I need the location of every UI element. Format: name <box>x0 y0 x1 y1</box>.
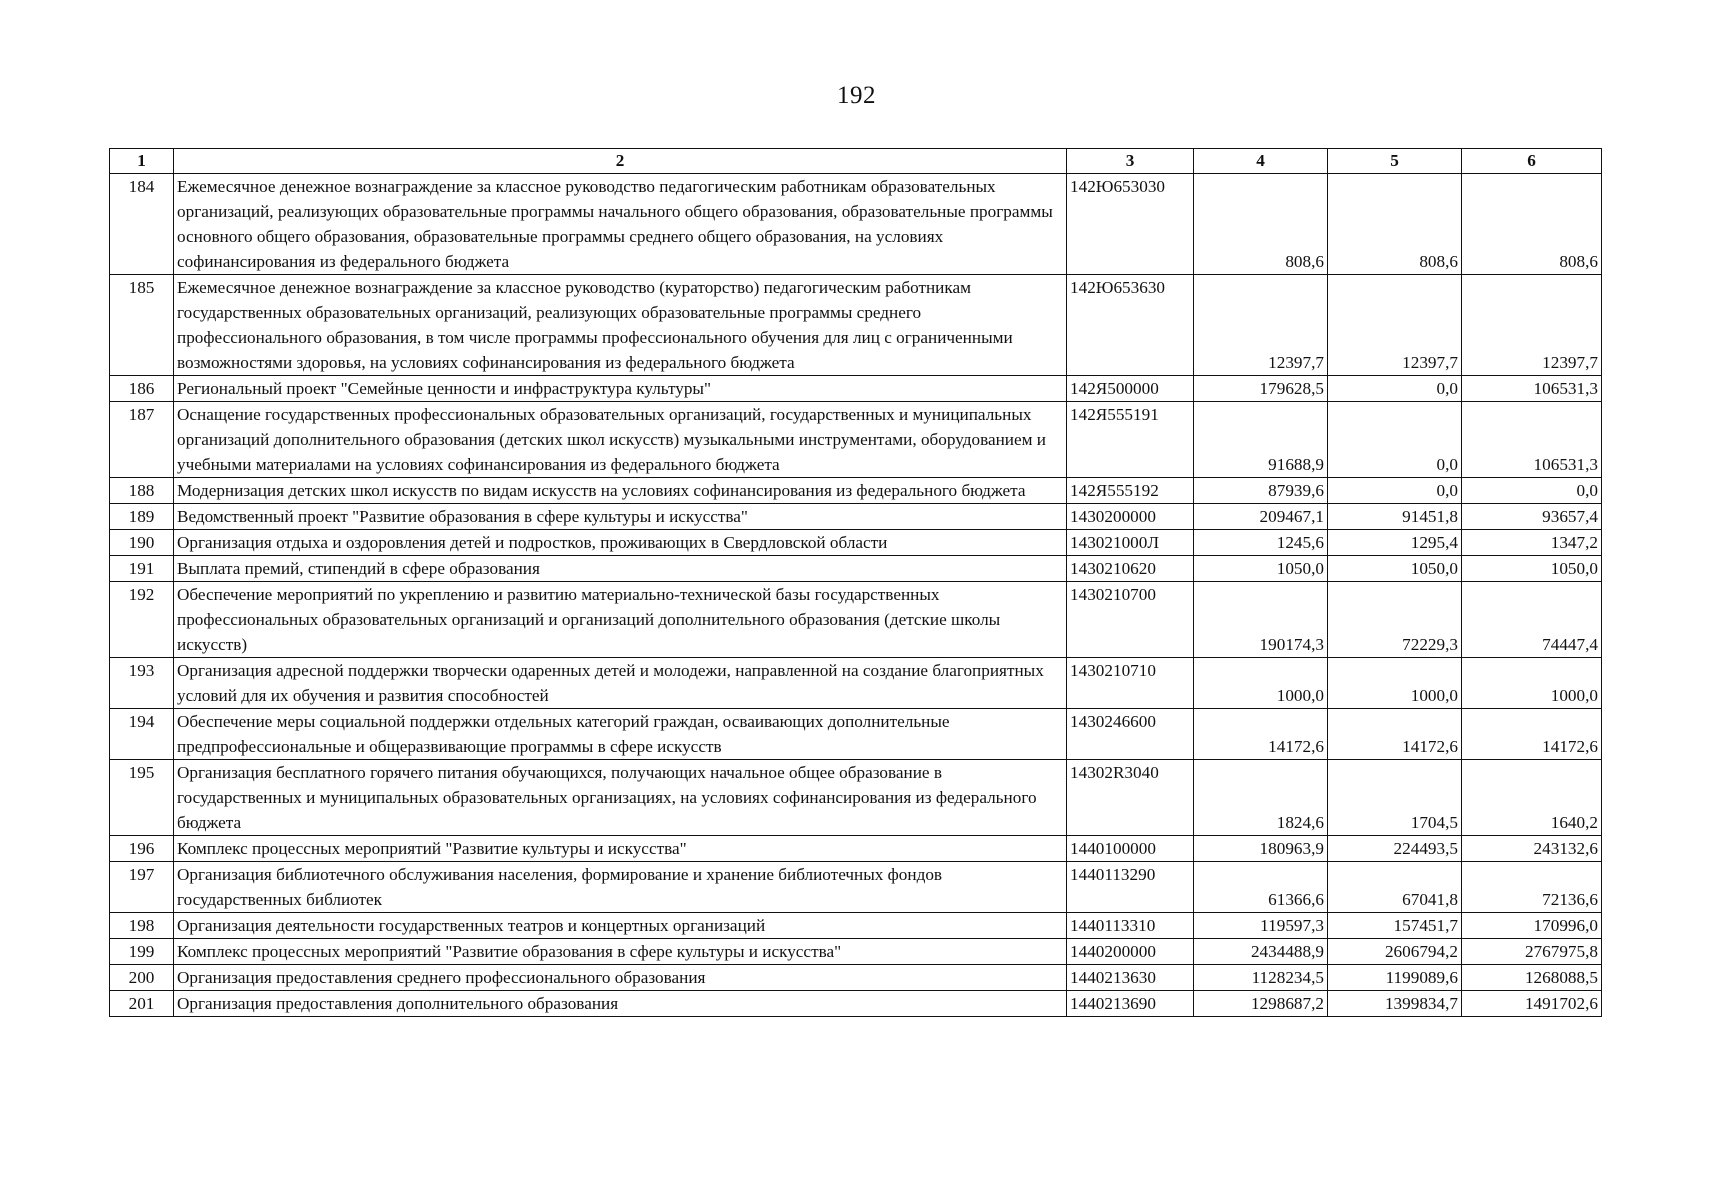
row-value-col4: 119597,3 <box>1194 913 1328 939</box>
row-value-col6: 106531,3 <box>1462 376 1602 402</box>
row-value-col6: 170996,0 <box>1462 913 1602 939</box>
table-row <box>110 556 1602 582</box>
row-number: 192 <box>110 582 174 658</box>
row-value-col6: 1347,2 <box>1462 530 1602 556</box>
row-value-col5: 14172,6 <box>1328 709 1462 760</box>
row-number: 197 <box>110 862 174 913</box>
table-row <box>110 709 1602 760</box>
column-header-2: 2 <box>174 149 1067 174</box>
row-value-col4: 808,6 <box>1194 174 1328 275</box>
row-value-col4: 209467,1 <box>1194 504 1328 530</box>
row-value-col5: 1199089,6 <box>1328 965 1462 991</box>
table-row <box>110 275 1602 376</box>
row-code: 1440113290 <box>1067 862 1194 913</box>
row-number: 199 <box>110 939 174 965</box>
row-description: Региональный проект "Семейные ценности и инфраструктура культуры" <box>174 376 1067 402</box>
column-header-6: 6 <box>1462 149 1602 174</box>
row-code: 1440213630 <box>1067 965 1194 991</box>
row-value-col6: 0,0 <box>1462 478 1602 504</box>
column-header-1: 1 <box>110 149 174 174</box>
row-number: 190 <box>110 530 174 556</box>
header-row <box>110 149 1602 174</box>
row-description: Ведомственный проект "Развитие образования в сфере культуры и искусства" <box>174 504 1067 530</box>
row-value-col4: 1050,0 <box>1194 556 1328 582</box>
row-value-col6: 243132,6 <box>1462 836 1602 862</box>
row-description: Организация предоставления дополнительного образования <box>174 991 1067 1017</box>
row-value-col5: 224493,5 <box>1328 836 1462 862</box>
row-number: 189 <box>110 504 174 530</box>
row-value-col4: 1128234,5 <box>1194 965 1328 991</box>
table-header <box>110 149 1602 174</box>
column-header-3: 3 <box>1067 149 1194 174</box>
row-number: 201 <box>110 991 174 1017</box>
table-row <box>110 862 1602 913</box>
row-code: 143021000Л <box>1067 530 1194 556</box>
row-code: 142Я555191 <box>1067 402 1194 478</box>
table-row <box>110 836 1602 862</box>
row-value-col6: 1050,0 <box>1462 556 1602 582</box>
row-value-col5: 72229,3 <box>1328 582 1462 658</box>
row-value-col5: 67041,8 <box>1328 862 1462 913</box>
row-number: 198 <box>110 913 174 939</box>
row-value-col5: 1704,5 <box>1328 760 1462 836</box>
row-value-col4: 179628,5 <box>1194 376 1328 402</box>
row-number: 188 <box>110 478 174 504</box>
row-description: Организация предоставления среднего профессионального образования <box>174 965 1067 991</box>
row-value-col5: 808,6 <box>1328 174 1462 275</box>
table-row <box>110 658 1602 709</box>
row-value-col4: 1298687,2 <box>1194 991 1328 1017</box>
row-value-col6: 93657,4 <box>1462 504 1602 530</box>
row-description: Организация бесплатного горячего питания обучающихся, получающих начальное общее образование в государственных и муниципальных образовательных организациях, на условиях софинансирования из федерального бюджета <box>174 760 1067 836</box>
row-number: 196 <box>110 836 174 862</box>
row-code: 1440213690 <box>1067 991 1194 1017</box>
row-value-col6: 14172,6 <box>1462 709 1602 760</box>
row-value-col4: 91688,9 <box>1194 402 1328 478</box>
row-number: 193 <box>110 658 174 709</box>
table-body <box>110 174 1602 1017</box>
row-number: 186 <box>110 376 174 402</box>
row-code: 1430210700 <box>1067 582 1194 658</box>
table-row <box>110 582 1602 658</box>
row-value-col4: 87939,6 <box>1194 478 1328 504</box>
table-row <box>110 504 1602 530</box>
row-code: 142Я555192 <box>1067 478 1194 504</box>
budget-table <box>109 148 1602 1017</box>
row-value-col4: 1824,6 <box>1194 760 1328 836</box>
table-row <box>110 939 1602 965</box>
column-header-5: 5 <box>1328 149 1462 174</box>
table-row <box>110 760 1602 836</box>
row-value-col6: 72136,6 <box>1462 862 1602 913</box>
row-value-col6: 2767975,8 <box>1462 939 1602 965</box>
row-value-col5: 91451,8 <box>1328 504 1462 530</box>
table-row <box>110 376 1602 402</box>
row-code: 1440100000 <box>1067 836 1194 862</box>
row-number: 194 <box>110 709 174 760</box>
row-value-col4: 190174,3 <box>1194 582 1328 658</box>
table-row <box>110 913 1602 939</box>
row-value-col4: 61366,6 <box>1194 862 1328 913</box>
row-value-col6: 1640,2 <box>1462 760 1602 836</box>
row-value-col5: 0,0 <box>1328 478 1462 504</box>
row-code: 1430200000 <box>1067 504 1194 530</box>
row-value-col5: 0,0 <box>1328 376 1462 402</box>
row-value-col5: 1000,0 <box>1328 658 1462 709</box>
row-value-col4: 1245,6 <box>1194 530 1328 556</box>
table-row <box>110 965 1602 991</box>
table-row <box>110 530 1602 556</box>
row-code: 1430210710 <box>1067 658 1194 709</box>
row-value-col5: 1295,4 <box>1328 530 1462 556</box>
row-description: Ежемесячное денежное вознаграждение за классное руководство (кураторство) педагогическим работникам государственных образовательных организаций, реализующих образовательные программы среднего профессионального образования, в том числе программы профессионального обучения для лиц с ограниченными возможностями здоровья, на условиях софинансирования из федерального бюджета <box>174 275 1067 376</box>
row-description: Комплекс процессных мероприятий "Развитие культуры и искусства" <box>174 836 1067 862</box>
column-header-4: 4 <box>1194 149 1328 174</box>
row-code: 142Ю653030 <box>1067 174 1194 275</box>
row-code: 142Я500000 <box>1067 376 1194 402</box>
row-value-col4: 1000,0 <box>1194 658 1328 709</box>
row-value-col4: 2434488,9 <box>1194 939 1328 965</box>
row-value-col5: 157451,7 <box>1328 913 1462 939</box>
row-description: Оснащение государственных профессиональных образовательных организаций, государственных и муниципальных организаций дополнительного образования (детских школ искусств) музыкальными инструментами, оборудованием и учебными материалами на условиях софинансирования из федерального бюджета <box>174 402 1067 478</box>
row-value-col5: 0,0 <box>1328 402 1462 478</box>
row-value-col5: 1050,0 <box>1328 556 1462 582</box>
row-description: Комплекс процессных мероприятий "Развитие образования в сфере культуры и искусства" <box>174 939 1067 965</box>
row-number: 185 <box>110 275 174 376</box>
row-value-col5: 1399834,7 <box>1328 991 1462 1017</box>
row-value-col4: 12397,7 <box>1194 275 1328 376</box>
table-row <box>110 991 1602 1017</box>
row-value-col4: 14172,6 <box>1194 709 1328 760</box>
row-description: Обеспечение мероприятий по укреплению и развитию материально-технической базы государственных профессиональных образовательных организаций и организаций дополнительного образования (детские школы искусств) <box>174 582 1067 658</box>
row-value-col6: 1491702,6 <box>1462 991 1602 1017</box>
row-number: 187 <box>110 402 174 478</box>
row-description: Модернизация детских школ искусств по видам искусств на условиях софинансирования из федерального бюджета <box>174 478 1067 504</box>
row-value-col6: 74447,4 <box>1462 582 1602 658</box>
row-number: 200 <box>110 965 174 991</box>
row-number: 184 <box>110 174 174 275</box>
row-code: 1440113310 <box>1067 913 1194 939</box>
row-description: Ежемесячное денежное вознаграждение за классное руководство педагогическим работникам образовательных организаций, реализующих образовательные программы начального общего образования, образовательные программы основного общего образования, образовательные программы среднего общего образования, на условиях софинансирования из федерального бюджета <box>174 174 1067 275</box>
row-description: Выплата премий, стипендий в сфере образования <box>174 556 1067 582</box>
row-description: Организация библиотечного обслуживания населения, формирование и хранение библиотечных фондов государственных библиотек <box>174 862 1067 913</box>
row-value-col5: 2606794,2 <box>1328 939 1462 965</box>
row-description: Организация деятельности государственных театров и концертных организаций <box>174 913 1067 939</box>
table-row <box>110 478 1602 504</box>
row-value-col5: 12397,7 <box>1328 275 1462 376</box>
row-description: Обеспечение меры социальной поддержки отдельных категорий граждан, осваивающих дополнительные предпрофессиональные и общеразвивающие программы в сфере искусств <box>174 709 1067 760</box>
row-code: 1440200000 <box>1067 939 1194 965</box>
row-number: 195 <box>110 760 174 836</box>
row-description: Организация отдыха и оздоровления детей и подростков, проживающих в Свердловской области <box>174 530 1067 556</box>
row-value-col4: 180963,9 <box>1194 836 1328 862</box>
row-number: 191 <box>110 556 174 582</box>
row-description: Организация адресной поддержки творчески одаренных детей и молодежи, направленной на создание благоприятных условий для их обучения и развития способностей <box>174 658 1067 709</box>
table-row <box>110 174 1602 275</box>
row-value-col6: 1268088,5 <box>1462 965 1602 991</box>
row-value-col6: 808,6 <box>1462 174 1602 275</box>
row-code: 14302R3040 <box>1067 760 1194 836</box>
table-row <box>110 402 1602 478</box>
row-code: 1430246600 <box>1067 709 1194 760</box>
row-value-col6: 12397,7 <box>1462 275 1602 376</box>
page-number: 192 <box>837 82 876 109</box>
row-code: 1430210620 <box>1067 556 1194 582</box>
row-value-col6: 106531,3 <box>1462 402 1602 478</box>
row-code: 142Ю653630 <box>1067 275 1194 376</box>
row-value-col6: 1000,0 <box>1462 658 1602 709</box>
